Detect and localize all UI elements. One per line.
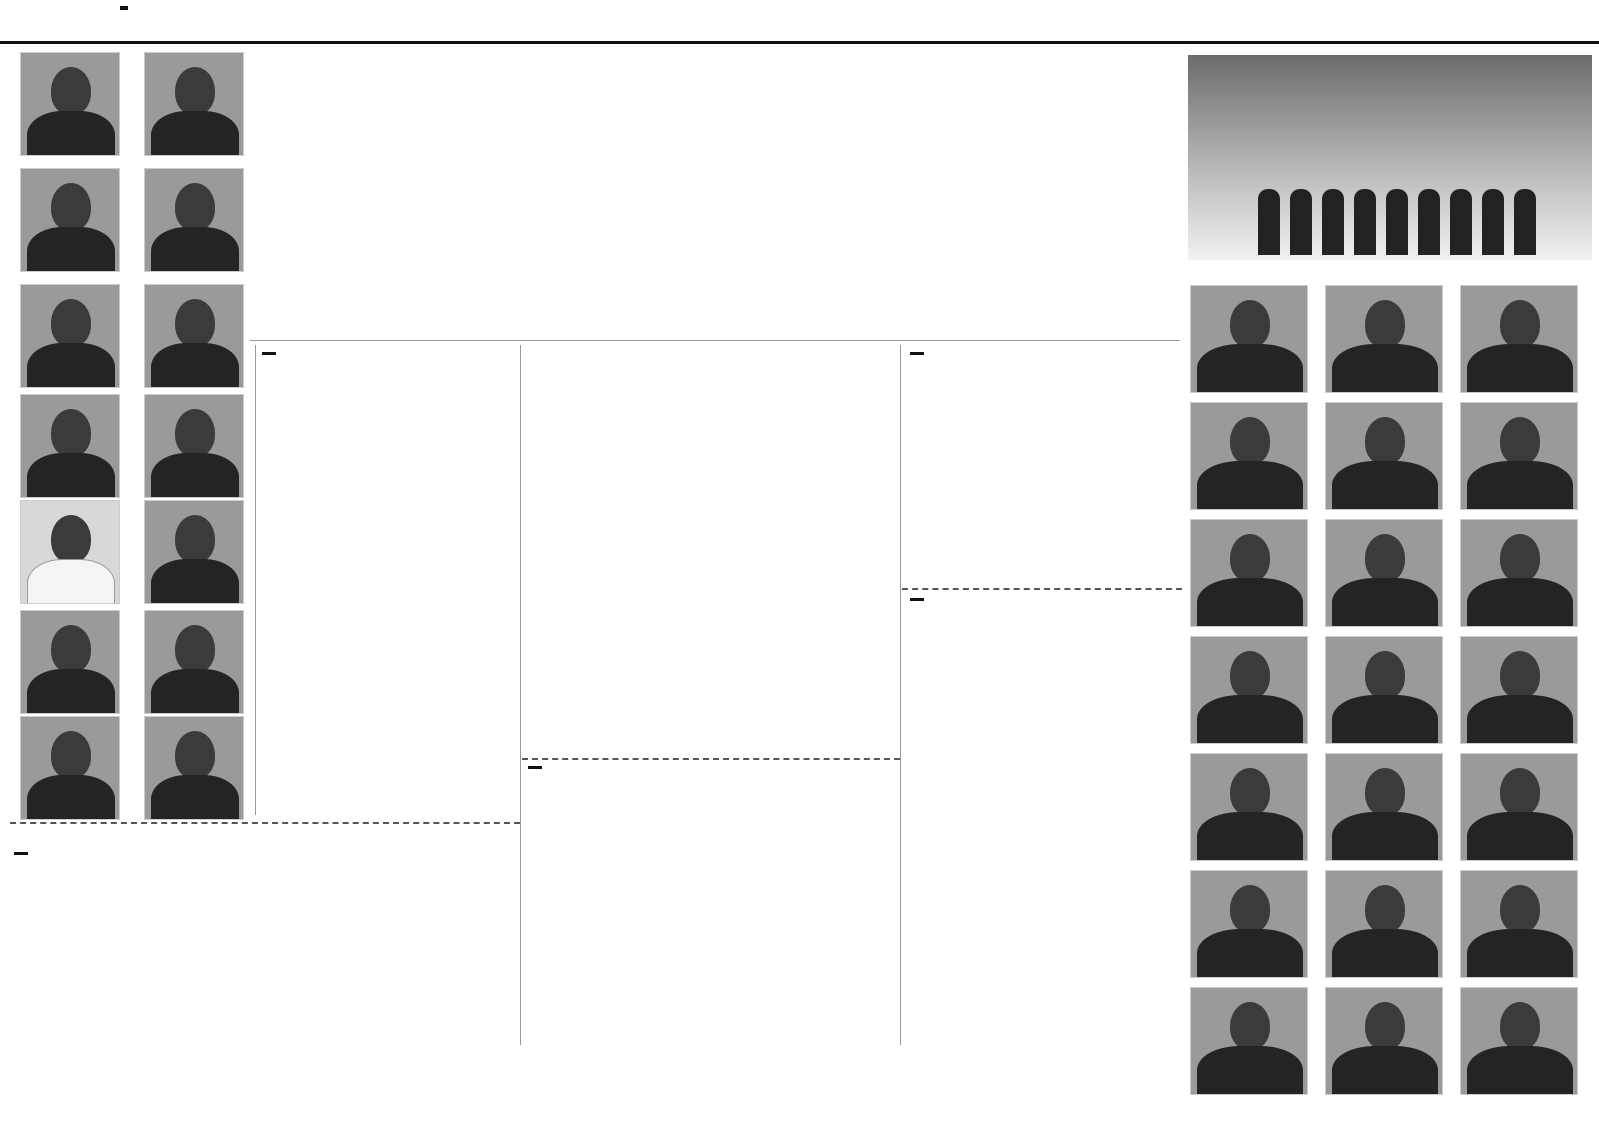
portrait-photo — [1190, 402, 1308, 510]
section-title-chuangxin — [910, 598, 930, 601]
article-body — [528, 662, 643, 722]
health-news-badge — [120, 6, 128, 10]
portrait-photo — [1190, 285, 1308, 393]
article-body — [650, 562, 768, 628]
article-item — [528, 470, 643, 534]
article-item — [650, 558, 768, 628]
portrait-photo — [1190, 636, 1308, 744]
portrait-photo — [1190, 870, 1308, 978]
portrait-photo — [20, 394, 120, 498]
article-body — [780, 394, 895, 474]
article-item — [528, 564, 643, 628]
portrait-photo — [1325, 870, 1443, 978]
portrait-photo — [1325, 519, 1443, 627]
portrait-photo — [144, 716, 244, 820]
col5-text-a — [934, 148, 1054, 178]
article-item — [780, 510, 895, 594]
article-body — [262, 473, 386, 521]
article-item — [650, 642, 768, 712]
article-item — [650, 390, 768, 460]
stage-person — [1322, 189, 1344, 255]
stage-person — [1386, 189, 1408, 255]
article-item — [262, 637, 386, 689]
masthead — [0, 0, 1599, 44]
section-title-gongwei — [14, 852, 34, 855]
portrait-photo — [20, 716, 120, 820]
article-body — [650, 478, 768, 544]
article-body — [650, 394, 768, 460]
section-title-heping — [910, 352, 930, 355]
col4-text — [776, 148, 926, 334]
article-item — [392, 657, 514, 733]
portrait-photo — [1325, 753, 1443, 861]
article-item — [262, 721, 386, 773]
portrait-photo — [144, 168, 244, 272]
article-body — [650, 646, 768, 712]
article-body — [262, 557, 386, 605]
subhead-2 — [482, 246, 610, 249]
intro-paragraph — [250, 160, 475, 310]
stage-person — [1258, 189, 1280, 255]
portrait-photo — [144, 284, 244, 388]
mid-text-top-2 — [780, 345, 898, 385]
article-item — [905, 492, 1040, 556]
article-body — [392, 349, 514, 421]
section-divider — [250, 340, 1180, 341]
column-rule — [255, 345, 256, 815]
portrait-photo — [1460, 870, 1578, 978]
dashed-divider — [902, 588, 1182, 590]
portrait-photo — [1460, 285, 1578, 393]
article-item — [392, 345, 514, 421]
col5-text-b — [934, 202, 1054, 334]
portrait-photo — [1460, 753, 1578, 861]
article-item — [262, 553, 386, 605]
portrait-photo — [144, 500, 244, 604]
portrait-photo — [1190, 987, 1308, 1095]
col3-text — [618, 148, 768, 334]
article-body — [528, 474, 643, 534]
article-item — [392, 449, 514, 525]
col6-text — [1060, 148, 1178, 334]
portrait-photo — [20, 284, 120, 388]
article-item — [650, 474, 768, 544]
portrait-photo — [1460, 987, 1578, 1095]
stage-person — [1482, 189, 1504, 255]
mid-text-top — [650, 345, 768, 385]
article-body — [262, 641, 386, 689]
section-title-zhiyuan — [528, 766, 548, 769]
portrait-photo — [20, 610, 120, 714]
byline — [482, 148, 610, 160]
article-item — [780, 390, 895, 474]
article-body — [392, 453, 514, 525]
article-body — [262, 389, 386, 437]
article-item — [905, 392, 1040, 456]
stage-person — [1450, 189, 1472, 255]
article-body — [905, 396, 1040, 456]
portrait-photo — [144, 610, 244, 714]
article-body — [392, 661, 514, 733]
stage-person — [1418, 189, 1440, 255]
article-body — [780, 514, 895, 594]
subhead-3 — [934, 182, 1054, 185]
stage-person — [1354, 189, 1376, 255]
portrait-photo — [144, 394, 244, 498]
portrait-photo — [1325, 285, 1443, 393]
portrait-photo — [1325, 402, 1443, 510]
article-body — [905, 496, 1040, 556]
article-body — [392, 557, 514, 629]
portrait-photo — [1460, 636, 1578, 744]
portrait-photo — [1325, 636, 1443, 744]
portrait-photo — [1190, 753, 1308, 861]
dashed-divider — [522, 758, 900, 760]
portrait-photo — [144, 52, 244, 156]
article-body — [528, 568, 643, 628]
dashed-divider — [10, 822, 520, 824]
article-item — [262, 385, 386, 437]
article-item — [392, 553, 514, 629]
portrait-photo — [20, 52, 120, 156]
column-rule — [900, 345, 901, 1045]
stage-person — [1290, 189, 1312, 255]
subhead-1 — [482, 176, 610, 179]
col2-text-a — [482, 196, 610, 242]
col2-text-b — [482, 266, 610, 332]
portrait-photo — [20, 500, 120, 604]
event-banner-photo — [1188, 55, 1592, 260]
portrait-photo — [1190, 519, 1308, 627]
article-item — [528, 658, 643, 722]
article-body — [262, 725, 386, 773]
portrait-photo — [20, 168, 120, 272]
article-item — [262, 469, 386, 521]
portrait-photo — [1325, 987, 1443, 1095]
column-rule — [520, 345, 521, 1045]
portrait-photo — [1460, 402, 1578, 510]
stage-person — [1514, 189, 1536, 255]
section-title-pingfan — [262, 352, 282, 355]
portrait-photo — [1460, 519, 1578, 627]
